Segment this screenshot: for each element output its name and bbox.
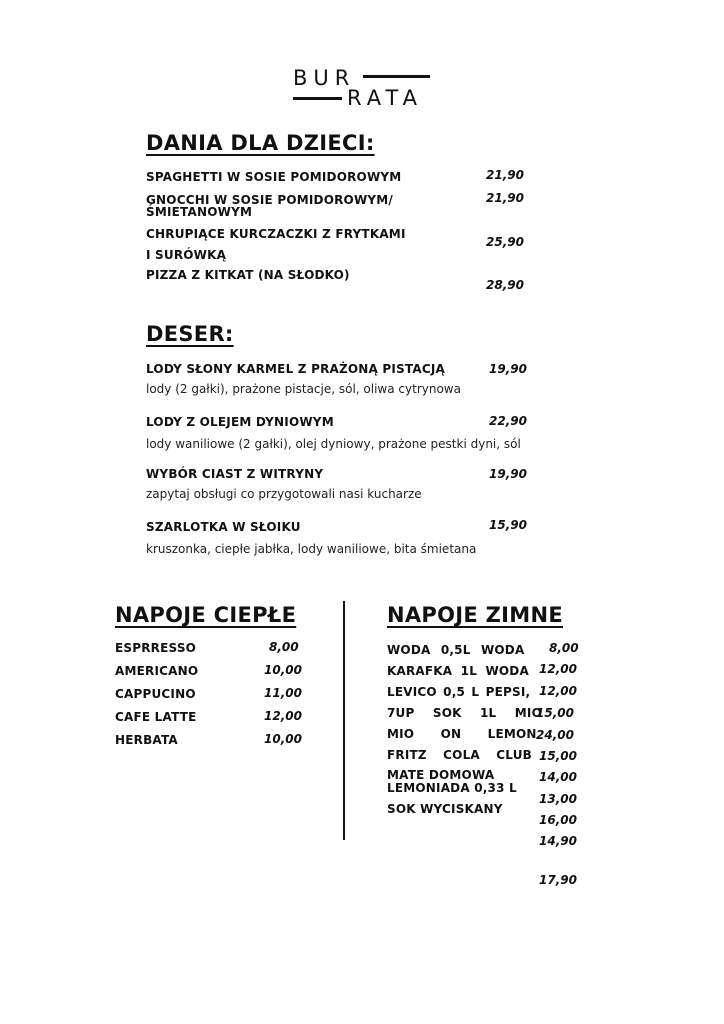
item-name: CHRUPIĄCE KURCZACZKI Z FRYTKAMI (146, 227, 406, 241)
item-price: 12,00 (539, 662, 577, 676)
item-price: 21,90 (486, 191, 524, 205)
list-item: KARAFKA 1L WODA (387, 664, 529, 678)
item-price: 15,90 (489, 518, 527, 532)
item-price: 28,90 (486, 278, 524, 292)
kids-heading: DANIA DLA DZIECI: (146, 131, 375, 155)
item-price: 19,90 (489, 362, 527, 376)
item-price: 14,00 (539, 770, 577, 784)
item-price: 11,00 (264, 686, 302, 700)
item-name-cont: ŚMIETANOWYM (146, 205, 253, 219)
hot-drinks-heading: NAPOJE CIEPŁE (115, 603, 297, 627)
item-price: 12,00 (264, 709, 302, 723)
list-item: MATE DOMOWA (387, 768, 495, 782)
item-name-cont: I SURÓWKĄ (146, 248, 227, 262)
item-name: LODY Z OLEJEM DYNIOWYM (146, 415, 334, 429)
list-item: LEVICO 0,5 L PEPSI, (387, 685, 531, 699)
item-price: 19,90 (489, 467, 527, 481)
item-name: GNOCCHI W SOSIE POMIDOROWYM/ (146, 193, 393, 207)
item-price: 25,90 (486, 235, 524, 249)
logo-text-top: BUR (293, 66, 356, 90)
item-price: 12,00 (539, 684, 577, 698)
column-divider (343, 601, 345, 840)
item-price: 22,90 (489, 414, 527, 428)
cold-drinks-heading: NAPOJE ZIMNE (387, 603, 563, 627)
item-name: LODY SŁONY KARMEL Z PRAŻONĄ PISTACJĄ (146, 362, 446, 376)
dessert-heading: DESER: (146, 322, 234, 346)
item-name: CAFE LATTE (115, 710, 197, 724)
logo-line-bottom (293, 97, 342, 100)
item-price: 17,90 (539, 873, 577, 887)
item-price: 10,00 (264, 663, 302, 677)
item-price: 16,00 (539, 813, 577, 827)
item-description: kruszonka, ciepłe jabłka, lody waniliowe, bita śmietana (146, 542, 477, 556)
item-price: 15,00 (536, 706, 574, 720)
item-price: 8,00 (269, 640, 299, 654)
list-item: MIO ON LEMON (387, 727, 537, 741)
item-name: PIZZA Z KITKAT (NA SŁODKO) (146, 268, 350, 282)
item-name: HERBATA (115, 733, 178, 747)
item-price: 24,00 (536, 728, 574, 742)
item-name: SPAGHETTI W SOSIE POMIDOROWYM (146, 170, 402, 184)
item-price: 8,00 (549, 641, 579, 655)
item-price: 15,00 (539, 749, 577, 763)
item-price: 10,00 (264, 732, 302, 746)
logo-line-top (363, 75, 430, 78)
list-item: 7UP SOK 1L MIO (387, 706, 542, 720)
item-price: 21,90 (486, 168, 524, 182)
item-name: CAPPUCINO (115, 687, 196, 701)
item-price: 13,00 (539, 792, 577, 806)
item-name: AMERICANO (115, 664, 199, 678)
item-description: lody (2 gałki), prażone pistacje, sól, oliwa cytrynowa (146, 382, 461, 396)
item-name: WYBÓR CIAST Z WITRYNY (146, 467, 324, 481)
list-item: FRITZ COLA CLUB (387, 748, 533, 762)
item-description: lody waniliowe (2 gałki), olej dyniowy, prażone pestki dyni, sól (146, 437, 521, 451)
item-name: ESPRRESSO (115, 641, 197, 655)
list-item: LEMONIADA 0,33 L (387, 781, 517, 795)
logo-text-bottom: RATA (347, 86, 424, 110)
item-description: zapytaj obsługi co przygotowali nasi kucharze (146, 487, 422, 501)
list-item: WODA 0,5L WODA (387, 643, 525, 657)
item-price: 14,90 (539, 834, 577, 848)
list-item: SOK WYCISKANY (387, 802, 503, 816)
item-name: SZARLOTKA W SŁOIKU (146, 520, 301, 534)
